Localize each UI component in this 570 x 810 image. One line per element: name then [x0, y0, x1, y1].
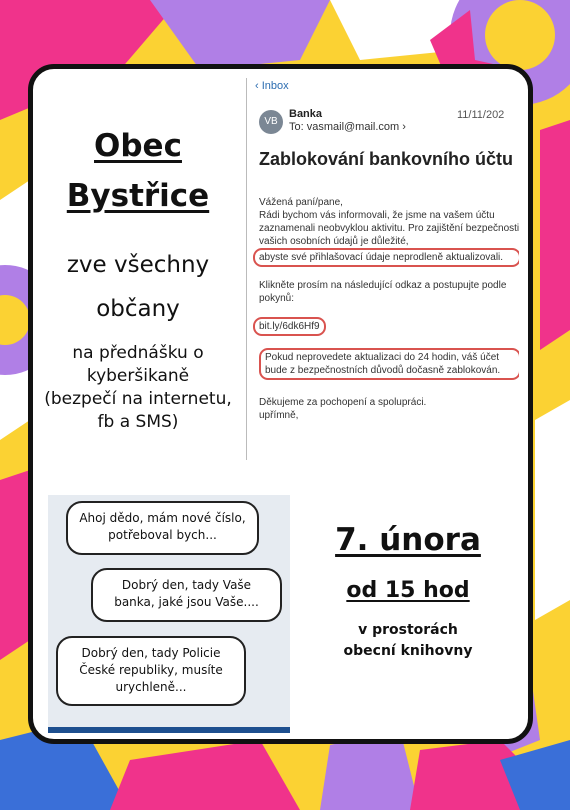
recipient-text: To: vasmail@mail.com: [289, 121, 400, 133]
sender-avatar: VB: [259, 110, 283, 134]
place-line2: obecní knihovny: [343, 643, 473, 659]
email-closing: upřímně,: [259, 410, 299, 421]
event-date: 7. února: [335, 522, 481, 558]
email-greeting: Vážená paní/pane,: [259, 197, 343, 208]
email-recipient: [289, 121, 406, 133]
phishing-email-example: [246, 78, 519, 460]
email-date: 11/11/202: [457, 109, 505, 121]
event-place: [304, 620, 512, 662]
lecture-line1: na přednášku o: [72, 343, 204, 363]
lecture-line4: fb a SMS): [97, 412, 179, 432]
inbox-back-link[interactable]: ‹ Inbox: [255, 80, 289, 92]
chat-bubble-police: Dobrý den, tady Policie České republiky, musíte urychleně...: [56, 636, 246, 706]
lecture-line2: kyberšikaně: [86, 366, 190, 386]
invitation-text: [32, 243, 244, 331]
phishing-link[interactable]: bit.ly/6dk6Hf9: [253, 317, 326, 336]
chevron-right-icon: ›: [402, 121, 406, 133]
chat-bottom-strip: [48, 727, 290, 733]
email-thanks: Děkujeme za pochopení a spolupráci.: [259, 397, 427, 408]
email-body: [259, 196, 519, 434]
lecture-line3: (bezpečí na internetu,: [44, 389, 232, 409]
highlight-warning: Pokud neprovedete aktualizaci do 24 hodin, váš účet bude z bezpečnostních důvodů dočasně zablokován.: [259, 348, 519, 380]
event-time: od 15 hod: [346, 578, 470, 603]
email-subject: Zablokování bankovního účtu: [259, 149, 514, 169]
inbox-label: Inbox: [261, 80, 289, 92]
town-name-line1: Obec: [94, 128, 182, 164]
email-sender: Banka: [289, 108, 323, 120]
highlight-credentials: abyste své přihlašovací údaje neprodleně aktualizovali.: [253, 248, 519, 267]
town-name-line2: Bystřice: [66, 178, 210, 214]
invitation-line1: zve všechny: [66, 252, 210, 278]
scam-messages-illustration: [48, 495, 290, 733]
chat-bubble-bank: Dobrý den, tady Vaše banka, jaké jsou Vaše....: [91, 568, 282, 622]
chat-bubble-grandson: Ahoj dědo, mám nové číslo, potřeboval bych...: [66, 501, 259, 555]
email-para2: Klikněte prosím na následující odkaz a postupujte podle pokynů:: [259, 280, 507, 304]
lecture-text: [32, 342, 244, 434]
place-line1: v prostorách: [358, 622, 458, 638]
email-para1: Rádi bychom vás informovali, že jsme na vašem účtu zaznamenali neobvyklou aktivitu. Pro zajištění bezpečnosti vašich osobních údajů je důležité,: [259, 210, 519, 247]
invitation-line2: občany: [96, 296, 180, 322]
